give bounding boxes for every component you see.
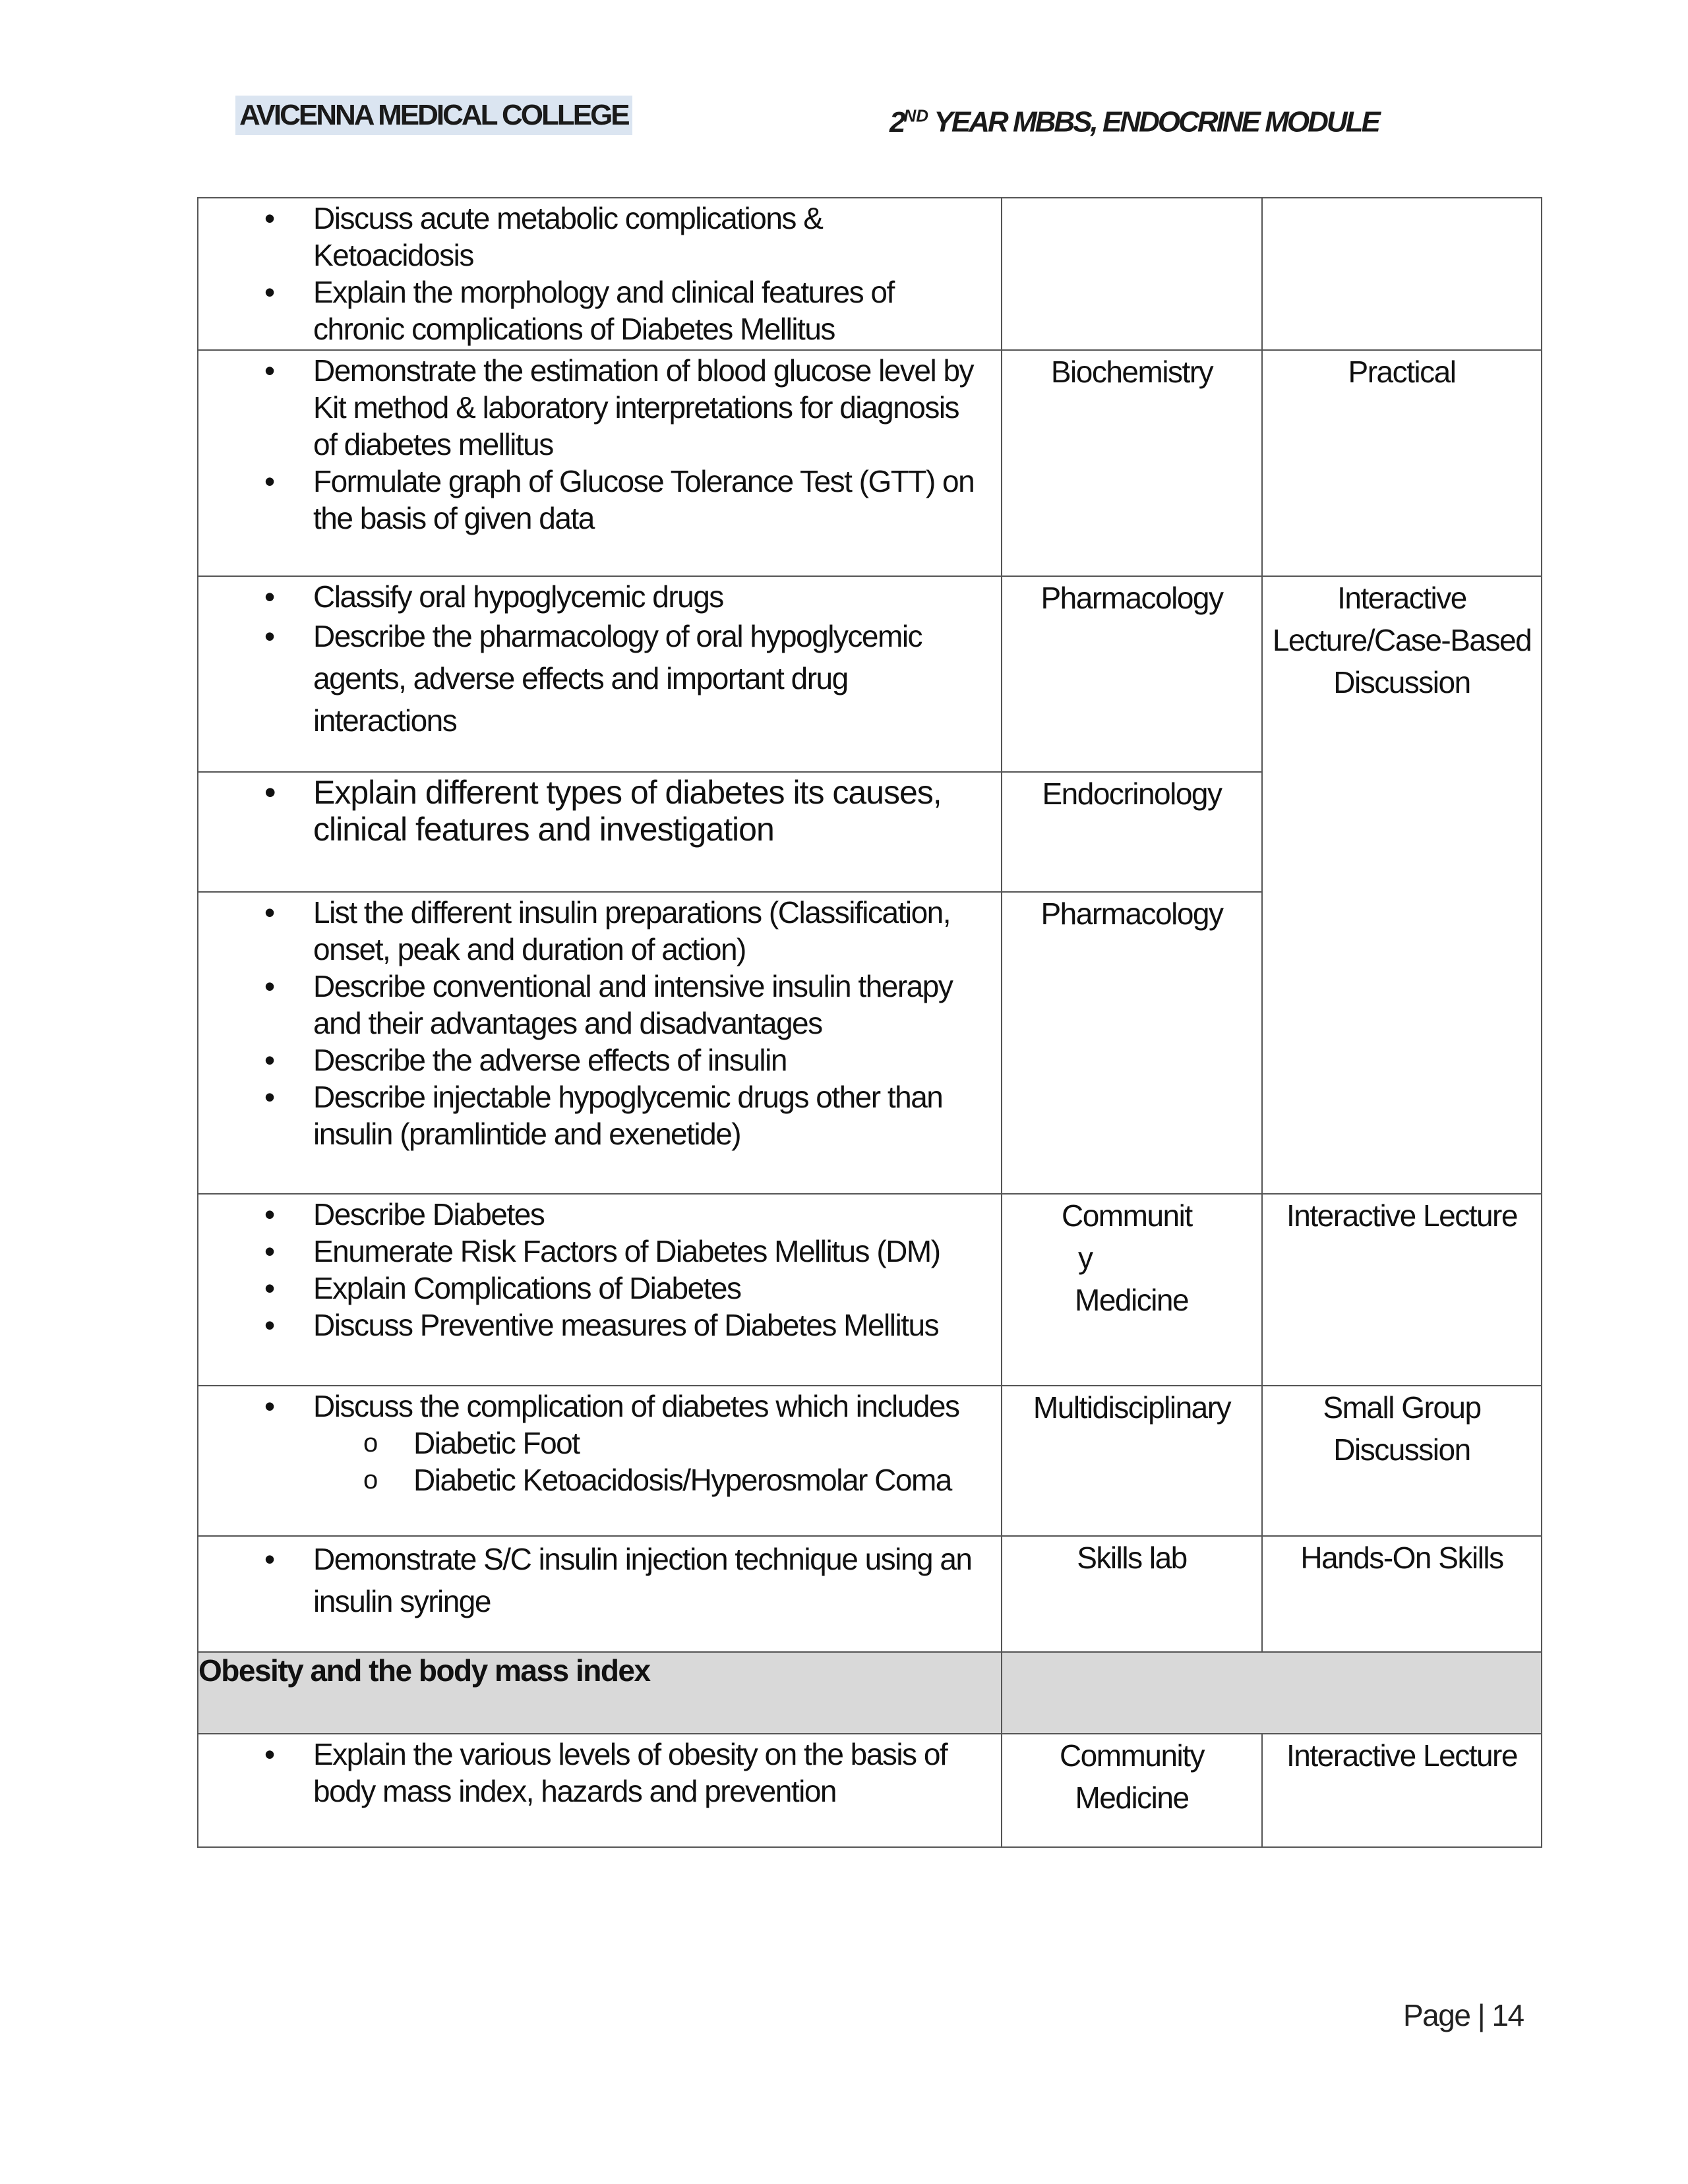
table-row [198, 576, 1542, 772]
sub-objective-item: o Diabetic Foot [198, 1425, 1001, 1461]
objectives-cell [198, 1734, 1002, 1847]
subject-cell: Multidisciplinary [1002, 1386, 1262, 1536]
sub-objective-item: o Diabetic Ketoacidosis/Hyperosmolar Coma [198, 1461, 1001, 1498]
objective-item: • Discuss acute metabolic complications & Ketoacidosis [198, 200, 988, 274]
objective-item: • Classify oral hypoglycemic drugs [198, 578, 988, 615]
method-cell [1262, 576, 1542, 1194]
objective-item: • List the different insulin preparations (Classification, onset, peak and duration of action) [198, 894, 988, 968]
objective-item: • Describe injectable hypoglycemic drugs other than insulin (pramlintide and exenetide) [198, 1078, 988, 1152]
method-text: Interactive Lecture/Case-Based Discussion [1272, 581, 1532, 699]
subject-cell [1002, 1734, 1262, 1847]
subject-line: y [1078, 1241, 1093, 1275]
method-cell: Hands-On Skills [1262, 1536, 1542, 1652]
table-row [198, 198, 1542, 350]
subject-cell: Pharmacology [1002, 576, 1262, 772]
method-text: Small Group Discussion [1323, 1390, 1481, 1467]
section-heading: Obesity and the body mass index [198, 1652, 1002, 1734]
method-cell: Practical [1262, 350, 1542, 576]
objectives-cell [198, 576, 1002, 772]
objective-item: • Explain the various levels of obesity on the basis of body mass index, hazards and prevention [198, 1736, 988, 1810]
objectives-cell [198, 198, 1002, 350]
section-heading-fill [1002, 1652, 1542, 1734]
objectives-cell [198, 772, 1002, 892]
table-row [198, 1734, 1542, 1847]
section-heading-row [198, 1652, 1542, 1734]
subject-cell: Endocrinology [1002, 772, 1262, 892]
subject-cell: Biochemistry [1002, 350, 1262, 576]
method-cell: Interactive Lecture [1262, 1194, 1542, 1386]
objective-item: • Demonstrate S/C insulin injection technique using an insulin syringe [198, 1538, 988, 1622]
objective-item: • Explain Complications of Diabetes [198, 1270, 988, 1307]
year-ordinal: 2ND [889, 105, 929, 138]
objective-item: • Discuss Preventive measures of Diabetes Mellitus [198, 1307, 988, 1343]
page-number: Page | 14 [1403, 1998, 1524, 2032]
subject-cell: Skills lab [1002, 1536, 1262, 1652]
objective-item: • Discuss the complication of diabetes which includes [198, 1388, 988, 1425]
method-cell [1262, 198, 1542, 350]
subject-cell [1002, 1194, 1262, 1386]
objective-item: • Demonstrate the estimation of blood glucose level by Kit method & laboratory interpretations for diagnosis of diabetes mellitus [198, 352, 988, 463]
college-name: AVICENNA MEDICAL COLLEGE [235, 96, 632, 135]
module-title [889, 96, 1379, 138]
table-row [198, 1386, 1542, 1536]
objectives-cell [198, 892, 1002, 1194]
subject-cell: Pharmacology [1002, 892, 1262, 1194]
objective-item: • Explain different types of diabetes its causes, clinical features and investigation [198, 774, 988, 848]
objective-item: • Describe the pharmacology of oral hypoglycemic agents, adverse effects and important drug interactions [198, 615, 988, 742]
subject-line: Medicine [1075, 1283, 1189, 1317]
table-row [198, 1536, 1542, 1652]
objectives-cell [198, 350, 1002, 576]
objective-item: • Describe the adverse effects of insulin [198, 1042, 988, 1078]
objectives-cell [198, 1194, 1002, 1386]
objectives-cell [198, 1386, 1002, 1536]
subject-line: Communit [1062, 1198, 1192, 1233]
module-title-text: YEAR MBBS, ENDOCRINE MODULE [928, 105, 1379, 138]
objective-item: • Describe Diabetes [198, 1196, 988, 1233]
method-cell: Interactive Lecture [1262, 1734, 1542, 1847]
method-cell [1262, 1386, 1542, 1536]
objective-item: • Describe conventional and intensive insulin therapy and their advantages and disadvantages [198, 968, 988, 1042]
curriculum-table [197, 197, 1542, 1848]
objective-item: • Explain the morphology and clinical features of chronic complications of Diabetes Mellitus [198, 274, 988, 347]
table-row [198, 1194, 1542, 1386]
objective-item: • Enumerate Risk Factors of Diabetes Mellitus (DM) [198, 1233, 988, 1270]
objectives-cell [198, 1536, 1002, 1652]
subject-text: Community Medicine [1059, 1738, 1205, 1815]
subject-cell [1002, 198, 1262, 350]
table-row [198, 350, 1542, 576]
objective-item: • Formulate graph of Glucose Tolerance Test (GTT) on the basis of given data [198, 463, 988, 537]
